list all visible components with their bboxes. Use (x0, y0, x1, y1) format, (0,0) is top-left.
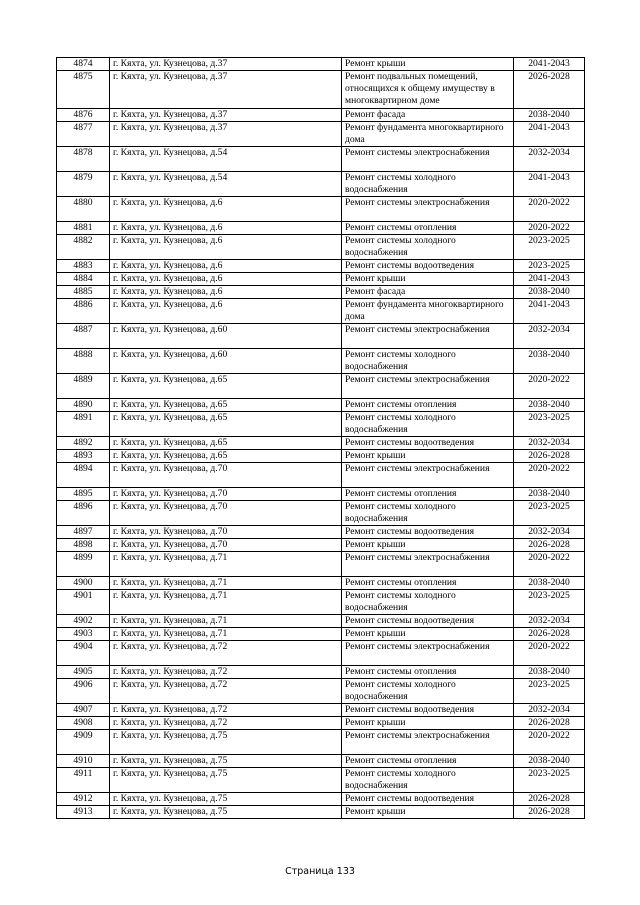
period-cell: 2026-2028 (514, 806, 585, 819)
period-cell: 2020-2022 (514, 374, 585, 399)
table-row (57, 399, 585, 412)
period-cell: 2023-2025 (514, 412, 585, 437)
table-row (57, 172, 585, 197)
address-cell: г. Кяхта, ул. Кузнецова, д.37 (110, 122, 342, 147)
period-cell: 2020-2022 (514, 641, 585, 666)
work-type-cell: Ремонт системы электроснабжения (342, 730, 514, 755)
table-row (57, 286, 585, 299)
work-type-cell: Ремонт системы отопления (342, 666, 514, 679)
work-type-cell: Ремонт системы водоотведения (342, 437, 514, 450)
table-row (57, 412, 585, 437)
period-cell: 2023-2025 (514, 235, 585, 260)
row-number-cell: 4882 (57, 235, 110, 260)
table-row (57, 260, 585, 273)
table-row (57, 615, 585, 628)
row-number-cell: 4898 (57, 539, 110, 552)
address-cell: г. Кяхта, ул. Кузнецова, д.72 (110, 717, 342, 730)
work-type-cell: Ремонт системы водоотведения (342, 526, 514, 539)
table-row (57, 488, 585, 501)
work-type-cell: Ремонт крыши (342, 628, 514, 641)
table-row (57, 122, 585, 147)
row-number-cell: 4890 (57, 399, 110, 412)
row-number-cell: 4880 (57, 197, 110, 222)
address-cell: г. Кяхта, ул. Кузнецова, д.70 (110, 526, 342, 539)
period-cell: 2026-2028 (514, 628, 585, 641)
table-row (57, 147, 585, 172)
row-number-cell: 4897 (57, 526, 110, 539)
row-number-cell: 4913 (57, 806, 110, 819)
period-cell: 2023-2025 (514, 679, 585, 704)
period-cell: 2032-2034 (514, 526, 585, 539)
table-row (57, 349, 585, 374)
address-cell: г. Кяхта, ул. Кузнецова, д.72 (110, 679, 342, 704)
work-type-cell: Ремонт крыши (342, 806, 514, 819)
period-cell: 2026-2028 (514, 450, 585, 463)
period-cell: 2041-2043 (514, 273, 585, 286)
period-cell: 2023-2025 (514, 768, 585, 793)
row-number-cell: 4885 (57, 286, 110, 299)
address-cell: г. Кяхта, ул. Кузнецова, д.65 (110, 412, 342, 437)
address-cell: г. Кяхта, ул. Кузнецова, д.72 (110, 704, 342, 717)
work-type-cell: Ремонт подвальных помещений, относящихся к общему имуществу в многоквартирном доме (342, 71, 514, 109)
period-cell: 2023-2025 (514, 260, 585, 273)
row-number-cell: 4878 (57, 147, 110, 172)
table-row (57, 717, 585, 730)
row-number-cell: 4901 (57, 590, 110, 615)
table-row (57, 679, 585, 704)
row-number-cell: 4896 (57, 501, 110, 526)
work-type-cell: Ремонт системы электроснабжения (342, 147, 514, 172)
address-cell: г. Кяхта, ул. Кузнецова, д.37 (110, 109, 342, 122)
table-row (57, 463, 585, 488)
work-type-cell: Ремонт системы отопления (342, 399, 514, 412)
work-type-cell: Ремонт системы водоотведения (342, 793, 514, 806)
period-cell: 2023-2025 (514, 590, 585, 615)
address-cell: г. Кяхта, ул. Кузнецова, д.75 (110, 730, 342, 755)
table-row (57, 526, 585, 539)
work-type-cell: Ремонт системы электроснабжения (342, 324, 514, 349)
table-row (57, 755, 585, 768)
period-cell: 2041-2043 (514, 58, 585, 71)
table-row (57, 768, 585, 793)
period-cell: 2032-2034 (514, 324, 585, 349)
table-row (57, 666, 585, 679)
row-number-cell: 4876 (57, 109, 110, 122)
table-row (57, 71, 585, 109)
page-footer: Страница 133 (285, 866, 355, 877)
address-cell: г. Кяхта, ул. Кузнецова, д.6 (110, 286, 342, 299)
address-cell: г. Кяхта, ул. Кузнецова, д.6 (110, 197, 342, 222)
work-type-cell: Ремонт системы водоотведения (342, 704, 514, 717)
table-row (57, 641, 585, 666)
work-type-cell: Ремонт системы электроснабжения (342, 374, 514, 399)
row-number-cell: 4907 (57, 704, 110, 717)
work-type-cell: Ремонт системы холодного водоснабжения (342, 412, 514, 437)
work-type-cell: Ремонт системы холодного водоснабжения (342, 349, 514, 374)
table-row (57, 374, 585, 399)
work-type-cell: Ремонт системы водоотведения (342, 260, 514, 273)
address-cell: г. Кяхта, ул. Кузнецова, д.60 (110, 349, 342, 374)
table-row (57, 628, 585, 641)
period-cell: 2038-2040 (514, 399, 585, 412)
row-number-cell: 4893 (57, 450, 110, 463)
period-cell: 2020-2022 (514, 730, 585, 755)
work-type-cell: Ремонт крыши (342, 539, 514, 552)
table-row (57, 273, 585, 286)
row-number-cell: 4899 (57, 552, 110, 577)
row-number-cell: 4884 (57, 273, 110, 286)
row-number-cell: 4895 (57, 488, 110, 501)
address-cell: г. Кяхта, ул. Кузнецова, д.71 (110, 615, 342, 628)
address-cell: г. Кяхта, ул. Кузнецова, д.70 (110, 539, 342, 552)
row-number-cell: 4903 (57, 628, 110, 641)
row-number-cell: 4904 (57, 641, 110, 666)
row-number-cell: 4875 (57, 71, 110, 109)
table-body (57, 58, 585, 819)
address-cell: г. Кяхта, ул. Кузнецова, д.6 (110, 299, 342, 324)
address-cell: г. Кяхта, ул. Кузнецова, д.75 (110, 793, 342, 806)
work-type-cell: Ремонт фасада (342, 286, 514, 299)
table-row (57, 793, 585, 806)
address-cell: г. Кяхта, ул. Кузнецова, д.75 (110, 768, 342, 793)
address-cell: г. Кяхта, ул. Кузнецова, д.72 (110, 666, 342, 679)
row-number-cell: 4881 (57, 222, 110, 235)
work-type-cell: Ремонт крыши (342, 717, 514, 730)
period-cell: 2041-2043 (514, 122, 585, 147)
work-type-cell: Ремонт фундамента многоквартирного дома (342, 122, 514, 147)
period-cell: 2041-2043 (514, 299, 585, 324)
work-type-cell: Ремонт системы холодного водоснабжения (342, 590, 514, 615)
address-cell: г. Кяхта, ул. Кузнецова, д.65 (110, 437, 342, 450)
table-row (57, 577, 585, 590)
work-type-cell: Ремонт системы отопления (342, 755, 514, 768)
work-type-cell: Ремонт крыши (342, 58, 514, 71)
row-number-cell: 4912 (57, 793, 110, 806)
row-number-cell: 4905 (57, 666, 110, 679)
address-cell: г. Кяхта, ул. Кузнецова, д.70 (110, 488, 342, 501)
period-cell: 2032-2034 (514, 437, 585, 450)
period-cell: 2038-2040 (514, 488, 585, 501)
row-number-cell: 4902 (57, 615, 110, 628)
address-cell: г. Кяхта, ул. Кузнецова, д.75 (110, 755, 342, 768)
period-cell: 2032-2034 (514, 615, 585, 628)
table-row (57, 704, 585, 717)
work-type-cell: Ремонт системы холодного водоснабжения (342, 768, 514, 793)
address-cell: г. Кяхта, ул. Кузнецова, д.75 (110, 806, 342, 819)
period-cell: 2023-2025 (514, 501, 585, 526)
work-type-cell: Ремонт системы водоотведения (342, 615, 514, 628)
address-cell: г. Кяхта, ул. Кузнецова, д.54 (110, 147, 342, 172)
address-cell: г. Кяхта, ул. Кузнецова, д.60 (110, 324, 342, 349)
table-row (57, 235, 585, 260)
table-row (57, 58, 585, 71)
work-type-cell: Ремонт системы отопления (342, 222, 514, 235)
period-cell: 2038-2040 (514, 577, 585, 590)
address-cell: г. Кяхта, ул. Кузнецова, д.70 (110, 501, 342, 526)
work-type-cell: Ремонт фундамента многоквартирного дома (342, 299, 514, 324)
row-number-cell: 4908 (57, 717, 110, 730)
work-type-cell: Ремонт фасада (342, 109, 514, 122)
table-row (57, 324, 585, 349)
period-cell: 2038-2040 (514, 755, 585, 768)
address-cell: г. Кяхта, ул. Кузнецова, д.65 (110, 374, 342, 399)
table-row (57, 730, 585, 755)
period-cell: 2038-2040 (514, 349, 585, 374)
table-row (57, 109, 585, 122)
row-number-cell: 4906 (57, 679, 110, 704)
row-number-cell: 4879 (57, 172, 110, 197)
work-type-cell: Ремонт крыши (342, 450, 514, 463)
address-cell: г. Кяхта, ул. Кузнецова, д.54 (110, 172, 342, 197)
address-cell: г. Кяхта, ул. Кузнецова, д.6 (110, 260, 342, 273)
row-number-cell: 4889 (57, 374, 110, 399)
row-number-cell: 4900 (57, 577, 110, 590)
address-cell: г. Кяхта, ул. Кузнецова, д.65 (110, 399, 342, 412)
address-cell: г. Кяхта, ул. Кузнецова, д.71 (110, 590, 342, 615)
work-type-cell: Ремонт системы холодного водоснабжения (342, 172, 514, 197)
row-number-cell: 4874 (57, 58, 110, 71)
table-row (57, 222, 585, 235)
row-number-cell: 4888 (57, 349, 110, 374)
period-cell: 2032-2034 (514, 704, 585, 717)
work-type-cell: Ремонт системы электроснабжения (342, 463, 514, 488)
work-type-cell: Ремонт системы электроснабжения (342, 641, 514, 666)
row-number-cell: 4909 (57, 730, 110, 755)
address-cell: г. Кяхта, ул. Кузнецова, д.71 (110, 577, 342, 590)
work-type-cell: Ремонт системы холодного водоснабжения (342, 235, 514, 260)
period-cell: 2020-2022 (514, 552, 585, 577)
work-type-cell: Ремонт системы электроснабжения (342, 197, 514, 222)
period-cell: 2020-2022 (514, 197, 585, 222)
row-number-cell: 4883 (57, 260, 110, 273)
address-cell: г. Кяхта, ул. Кузнецова, д.6 (110, 222, 342, 235)
address-cell: г. Кяхта, ул. Кузнецова, д.6 (110, 235, 342, 260)
address-cell: г. Кяхта, ул. Кузнецова, д.37 (110, 71, 342, 109)
row-number-cell: 4887 (57, 324, 110, 349)
period-cell: 2026-2028 (514, 793, 585, 806)
period-cell: 2038-2040 (514, 109, 585, 122)
table-row (57, 590, 585, 615)
period-cell: 2026-2028 (514, 539, 585, 552)
address-cell: г. Кяхта, ул. Кузнецова, д.70 (110, 463, 342, 488)
address-cell: г. Кяхта, ул. Кузнецова, д.71 (110, 552, 342, 577)
row-number-cell: 4892 (57, 437, 110, 450)
address-cell: г. Кяхта, ул. Кузнецова, д.65 (110, 450, 342, 463)
row-number-cell: 4910 (57, 755, 110, 768)
period-cell: 2026-2028 (514, 71, 585, 109)
address-cell: г. Кяхта, ул. Кузнецова, д.37 (110, 58, 342, 71)
row-number-cell: 4891 (57, 412, 110, 437)
work-type-cell: Ремонт системы электроснабжения (342, 552, 514, 577)
repair-schedule-table (56, 57, 585, 819)
work-type-cell: Ремонт системы холодного водоснабжения (342, 679, 514, 704)
period-cell: 2020-2022 (514, 463, 585, 488)
period-cell: 2032-2034 (514, 147, 585, 172)
address-cell: г. Кяхта, ул. Кузнецова, д.72 (110, 641, 342, 666)
table-row (57, 299, 585, 324)
table-row (57, 197, 585, 222)
work-type-cell: Ремонт системы отопления (342, 577, 514, 590)
table-row (57, 806, 585, 819)
period-cell: 2038-2040 (514, 666, 585, 679)
period-cell: 2026-2028 (514, 717, 585, 730)
table-row (57, 450, 585, 463)
period-cell: 2041-2043 (514, 172, 585, 197)
row-number-cell: 4877 (57, 122, 110, 147)
work-type-cell: Ремонт крыши (342, 273, 514, 286)
work-type-cell: Ремонт системы отопления (342, 488, 514, 501)
period-cell: 2038-2040 (514, 286, 585, 299)
work-type-cell: Ремонт системы холодного водоснабжения (342, 501, 514, 526)
table-row (57, 539, 585, 552)
row-number-cell: 4911 (57, 768, 110, 793)
period-cell: 2020-2022 (514, 222, 585, 235)
table-row (57, 437, 585, 450)
table-row (57, 552, 585, 577)
address-cell: г. Кяхта, ул. Кузнецова, д.6 (110, 273, 342, 286)
table-row (57, 501, 585, 526)
address-cell: г. Кяхта, ул. Кузнецова, д.71 (110, 628, 342, 641)
row-number-cell: 4894 (57, 463, 110, 488)
row-number-cell: 4886 (57, 299, 110, 324)
